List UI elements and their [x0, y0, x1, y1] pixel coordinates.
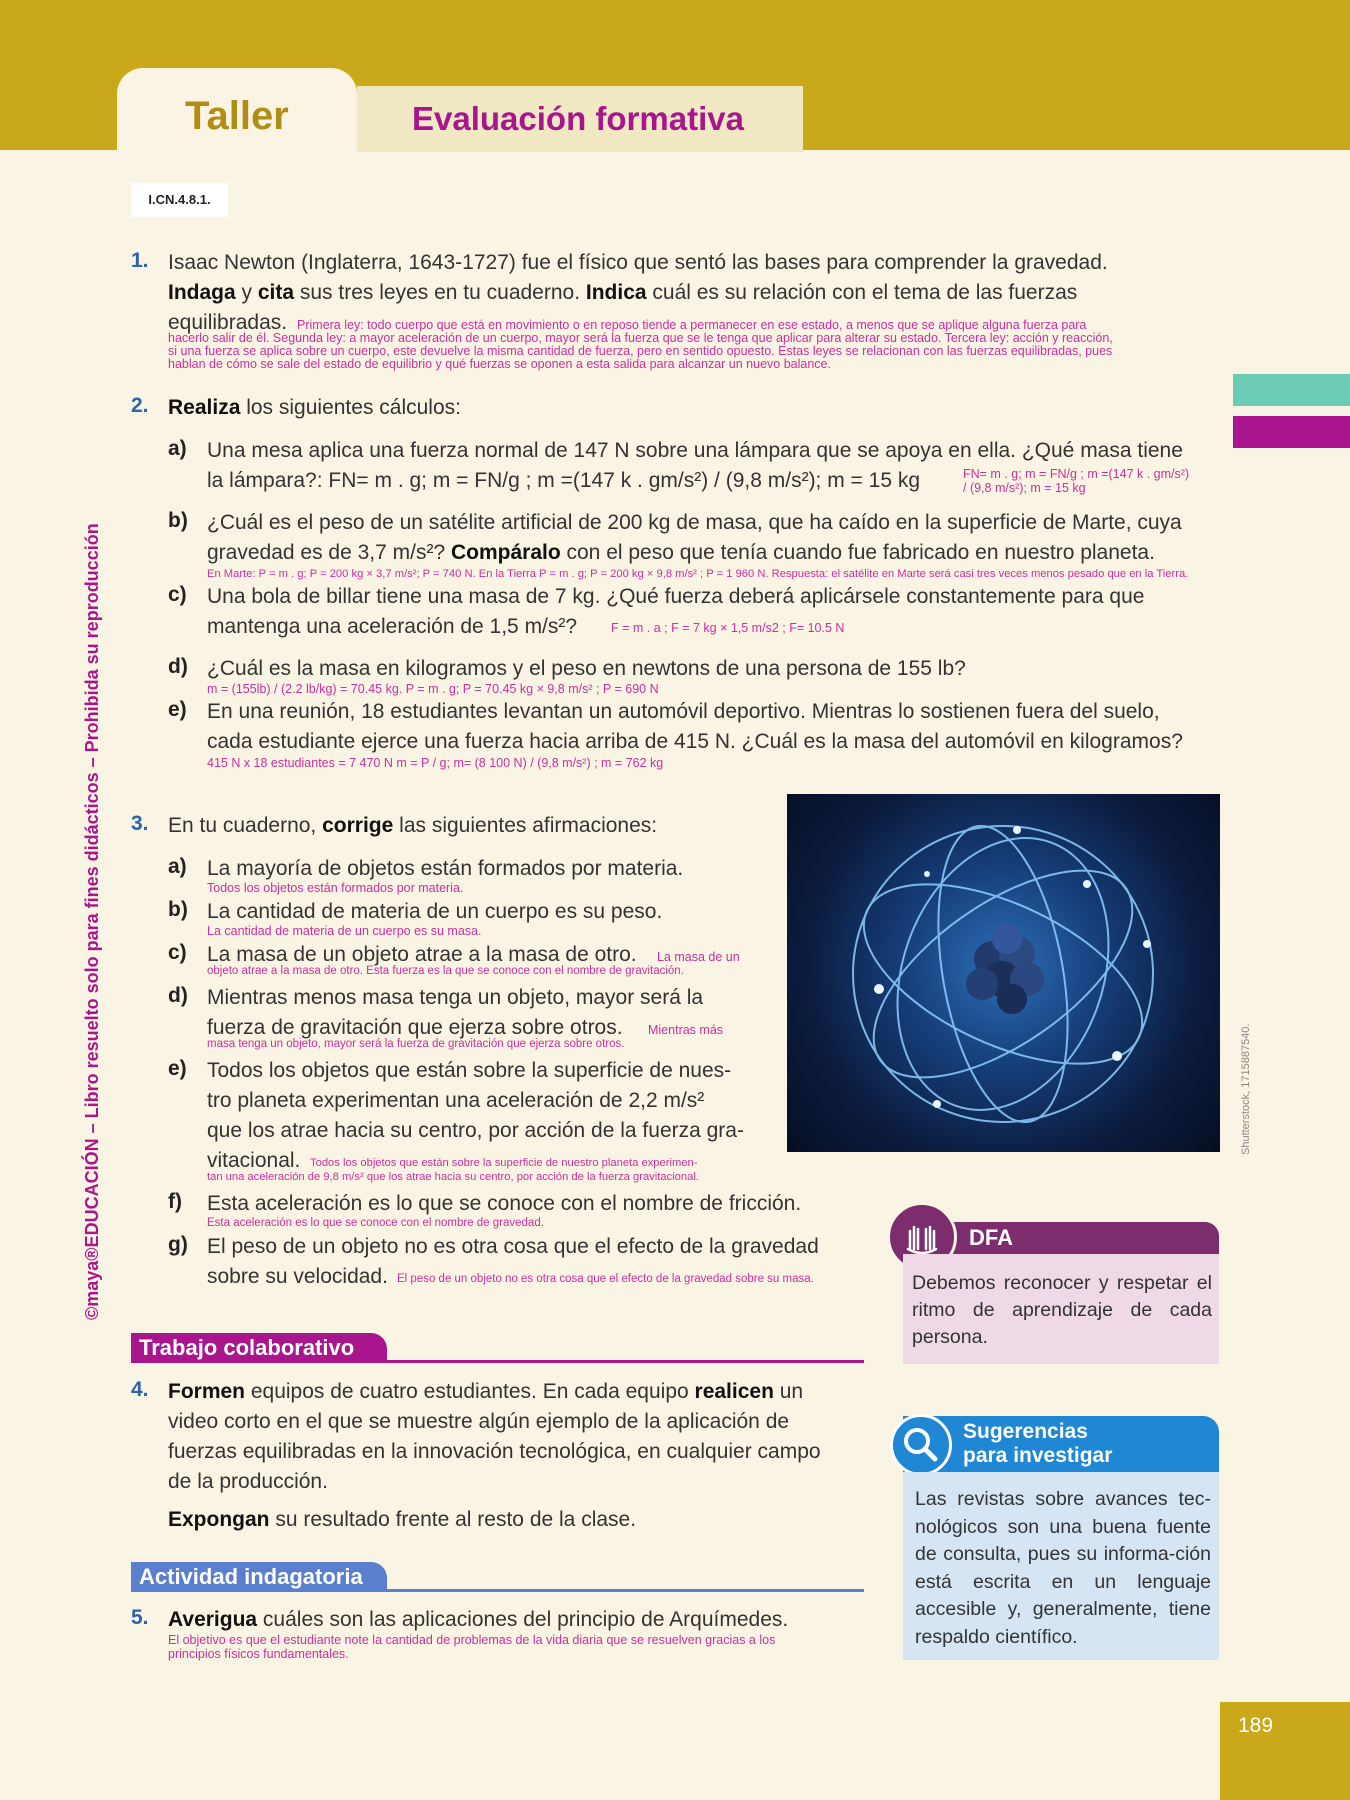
q2c-letter: c) — [168, 583, 187, 606]
q2a-line2: la lámpara?: FN= m . g; m = FN/g ; m =(147 k . gm/s²) / (9,8 m/s²); m = 15 kg — [207, 469, 921, 492]
dfa-title: DFA — [969, 1225, 1013, 1250]
q3g-line1: El peso de un objeto no es otra cosa que el efecto de la gravedad — [207, 1235, 819, 1258]
q2c-answer: F = m . a ; F = 7 kg × 1,5 m/s2 ; F= 10.5 N — [611, 621, 845, 635]
actividad-indagatoria-rule — [131, 1589, 864, 1592]
q3-text1: En tu cuaderno, — [168, 814, 323, 837]
sugerencias-title-line1: Sugerencias — [963, 1420, 1088, 1443]
q4-line2: video corto en el que se muestre algún ejemplo de la aplicación de — [168, 1410, 790, 1433]
q2c-line1: Una bola de billar tiene una masa de 7 kg. ¿Qué fuerza deberá aplicársele constantemente para que — [207, 585, 1145, 608]
q2b-letter: b) — [168, 509, 188, 532]
q2b-bold: Compáralo — [450, 541, 561, 564]
q1-text2: sus tres leyes en tu cuaderno. — [294, 281, 586, 304]
side-copyright: ©maya®EDUCACIÓN – Libro resuelto solo para fines didácticos – Prohibida su reproducción — [82, 523, 102, 1320]
q5-answer-1: El objetivo es que el estudiante note la cantidad de problemas de la vida diaria que se resuelven gracias a los — [168, 1633, 776, 1647]
q3b-line1: La cantidad de materia de un cuerpo es su peso. — [207, 900, 663, 923]
q3-text2: las siguientes afirmaciones: — [393, 814, 658, 837]
dfa-text: Debemos reconocer y respetar el ritmo de aprendizaje de cada persona. — [912, 1272, 1212, 1348]
q4-bold-expongan: Expongan — [168, 1508, 270, 1531]
q4-text1: equipos de cuatro estudiantes. En cada equipo — [245, 1380, 695, 1403]
q4-line3: fuerzas equilibradas en la innovación tecnológica, en cualquier campo — [168, 1440, 821, 1463]
q3a-answer: Todos los objetos están formados por materia. — [207, 881, 464, 895]
atom-photo — [787, 794, 1220, 1152]
q3a-letter: a) — [168, 855, 187, 878]
q4-bold-realicen: realicen — [694, 1380, 774, 1403]
page-number-box — [1220, 1702, 1350, 1800]
tab-evaluacion-label: Evaluación formativa — [412, 100, 744, 137]
q3f-line1: Esta aceleración es lo que se conoce con el nombre de fricción. — [207, 1192, 802, 1215]
actividad-indagatoria-header — [131, 1562, 864, 1592]
teal-marker — [1233, 374, 1350, 406]
q2a-line1: Una mesa aplica una fuerza normal de 147 N sobre una lámpara que se apoya en ella. ¿Qué masa tiene — [207, 439, 1183, 462]
q3c-line1: La masa de un objeto atrae a la masa de otro. — [207, 943, 637, 966]
q3e-line1: Todos los objetos que están sobre la superficie de nues- — [207, 1059, 732, 1082]
q2d-letter: d) — [168, 655, 188, 678]
q3e-line4: vitacional. — [207, 1149, 301, 1172]
q3g-letter: g) — [168, 1233, 188, 1256]
q3c-letter: c) — [168, 941, 187, 964]
q3e-answer: tan una aceleración de 9,8 m/s² que los atrae hacia su centro, por acción de la fuerza gravitacional. — [207, 1171, 699, 1183]
trabajo-colaborativo-header — [131, 1333, 864, 1363]
q1-answer-3: si una fuerza se aplica sobre un cuerpo, este devuelve la misma cantidad de fuerza, pero en sentido opuesto. Estas leyes se relacionan con las fuerzas equilibradas, pues — [168, 344, 1113, 358]
q3c-answer-inline: La masa de un — [657, 950, 740, 964]
q2c-line2: mantenga una aceleración de 1,5 m/s²? — [207, 615, 578, 638]
q3d-line1: Mientras menos masa tenga un objeto, mayor será la — [207, 986, 704, 1009]
q1-bold-indaga: Indaga — [168, 281, 236, 304]
q1-line2 — [168, 278, 1077, 307]
q5-bold-averigua: Averigua — [168, 1608, 258, 1631]
q3c-answer: objeto atrae a la masa de otro. Esta fuerza es la que se conoce con el nombre de gravitación. — [207, 965, 684, 977]
trabajo-colaborativo-title: Trabajo colaborativo — [131, 1333, 387, 1363]
tab-taller — [117, 68, 357, 152]
q1-line1: Isaac Newton (Inglaterra, 1643-1727) fue el físico que sentó las bases para comprender la gravedad. — [168, 251, 1108, 274]
q2a-answer-2: / (9,8 m/s²); m = 15 kg — [963, 481, 1086, 495]
sugerencias-text: Las revistas sobre avances tec-nológicos son una buena fuente de consulta, pues su informa-ción está escrita en un lenguaje accesible y, generalmente, tiene respaldo científico. — [915, 1488, 1211, 1648]
q2a-answer-1: FN= m . g; m = FN/g ; m =(147 k . gm/s²) — [963, 467, 1190, 481]
tab-evaluacion — [357, 86, 803, 152]
q1-bold-indica: Indica — [585, 281, 647, 304]
sugerencias-title — [963, 1420, 1112, 1468]
indicator-code: I.CN.4.8.1. — [131, 183, 228, 217]
q2-number: 2. — [131, 394, 149, 417]
q3e-answer-inline: Todos los objetos que están sobre la superficie de nuestro planeta experimen- — [310, 1157, 698, 1169]
q4-text2: un — [773, 1380, 804, 1403]
q3e-line3: que los atrae hacia su centro, por acción de la fuerza gra- — [207, 1119, 744, 1142]
q2e-line1: En una reunión, 18 estudiantes levantan un automóvil deportivo. Mientras lo sostienen fuera del suelo, — [207, 700, 1160, 723]
q4-line4: de la producción. — [168, 1470, 328, 1493]
q3f-letter: f) — [168, 1190, 182, 1213]
q2e-letter: e) — [168, 698, 187, 721]
q4-line1 — [168, 1377, 864, 1406]
q5-answer-2: principios físicos fundamentales. — [168, 1647, 349, 1661]
q1-text1: y — [235, 281, 258, 304]
sugerencias-title-line2: para investigar — [963, 1444, 1113, 1467]
q3-number: 3. — [131, 812, 149, 835]
q2-text: los siguientes cálculos: — [240, 396, 461, 419]
q3d-answer: masa tenga un objeto, mayor será la fuerza de gravitación que ejerza sobre otros. — [207, 1038, 625, 1050]
sugerencias-body — [903, 1472, 1219, 1660]
q2e-answer: 415 N x 18 estudiantes = 7 470 N m = P / g; m= (8 100 N) / (9,8 m/s²) ; m = 762 kg — [207, 756, 664, 770]
q3d-answer-inline: Mientras más — [648, 1023, 724, 1037]
q2a-letter: a) — [168, 437, 187, 460]
q2-bold: Realiza — [168, 396, 241, 419]
dfa-body — [903, 1254, 1219, 1364]
q2d-answer: m = (155lb) / (2.2 lb/kg) = 70.45 kg. P = m . g; P = 70.45 kg × 9,8 m/s² ; P = 690 N — [207, 682, 659, 696]
q2b-text1: gravedad es de 3,7 m/s²? — [207, 541, 451, 564]
q3g-line2: sobre su velocidad. — [207, 1265, 388, 1288]
q5-number: 5. — [131, 1606, 149, 1629]
q3f-answer: Esta aceleración es lo que se conoce con el nombre de gravedad. — [207, 1217, 544, 1229]
q1-answer-1: Primera ley: todo cuerpo que está en movimiento o en reposo tiende a permanecer en ese estado, a menos que se aplique alguna fuerza para — [297, 318, 1087, 332]
q5-line1 — [168, 1605, 788, 1634]
q2b-text2: con el peso que tenía cuando fue fabricado en nuestro planeta. — [560, 541, 1155, 564]
trabajo-colaborativo-rule — [131, 1360, 864, 1363]
q3e-letter: e) — [168, 1057, 187, 1080]
q1-answer-4: hablan de cómo se sale del estado de equilibrio y qué fuerzas se oponen a esta salida para alcanzar un nuevo balance. — [168, 357, 831, 371]
q3g-answer-inline: El peso de un objeto no es otra cosa que el efecto de la gravedad sobre su masa. — [397, 1273, 814, 1285]
q3d-line2: fuerza de gravitación que ejerza sobre otros. — [207, 1016, 623, 1039]
q4-bold-formen: Formen — [168, 1380, 246, 1403]
q2b-line1: ¿Cuál es el peso de un satélite artificial de 200 kg de masa, que ha caído en la superficie de Marte, cuya — [207, 511, 1182, 534]
q2b-answer: En Marte: P = m . g; P = 200 kg × 3,7 m/s²; P = 740 N. En la Tierra P = m . g; P = 200 kg × 9,8 m/s² ; P = 1 960 N. Respuesta: el satélite en Marte será casi tres veces menos pesado que en la Tierra. — [207, 568, 1189, 580]
q1-line3: equilibradas. — [168, 311, 288, 334]
q4-line5 — [168, 1505, 636, 1534]
q2-statement — [168, 393, 461, 422]
q5-text1: cuáles son las aplicaciones del principio de Arquímedes. — [257, 1608, 789, 1631]
magnifier-icon — [890, 1414, 952, 1476]
q4-number: 4. — [131, 1378, 149, 1401]
photo-credit: Shutterstock, 1715887540. — [1240, 1023, 1252, 1155]
q2d-line1: ¿Cuál es la masa en kilogramos y el peso en newtons de una persona de 155 lb? — [207, 657, 966, 680]
magenta-marker — [1233, 416, 1350, 448]
q3b-answer: La cantidad de materia de un cuerpo es su masa. — [207, 924, 482, 938]
q1-text3: cuál es su relación con el tema de las fuerzas — [646, 281, 1078, 304]
q3b-letter: b) — [168, 898, 188, 921]
q2e-line2: cada estudiante ejerce una fuerza hacia arriba de 415 N. ¿Cuál es la masa del automóvil en kilogramos? — [207, 730, 1183, 753]
page-number: 189 — [1238, 1714, 1274, 1737]
tab-taller-label: Taller — [185, 94, 289, 138]
q3e-line2: tro planeta experimentan una aceleración de 2,2 m/s² — [207, 1089, 705, 1112]
q2b-line2 — [207, 538, 1155, 567]
q3a-line1: La mayoría de objetos están formados por materia. — [207, 857, 684, 880]
q3d-letter: d) — [168, 984, 188, 1007]
actividad-indagatoria-title: Actividad indagatoria — [131, 1562, 387, 1592]
magnifier-icon-svg — [893, 1417, 949, 1473]
atom-illustration — [787, 794, 1220, 1152]
q1-bold-cita: cita — [257, 281, 295, 304]
top-right-band — [1232, 0, 1350, 150]
q3-bold: corrige — [322, 814, 394, 837]
q3-statement — [168, 811, 657, 840]
q1-number: 1. — [131, 249, 149, 272]
q4-text3: su resultado frente al resto de la clase. — [269, 1508, 637, 1531]
q1-answer-2: hacerlo salir de él. Segunda ley: a mayor aceleración de un cuerpo, mayor será la fuerza que se le tenga que aplicar para alterar su estado. Tercera ley: acción y reacción, — [168, 331, 1113, 345]
